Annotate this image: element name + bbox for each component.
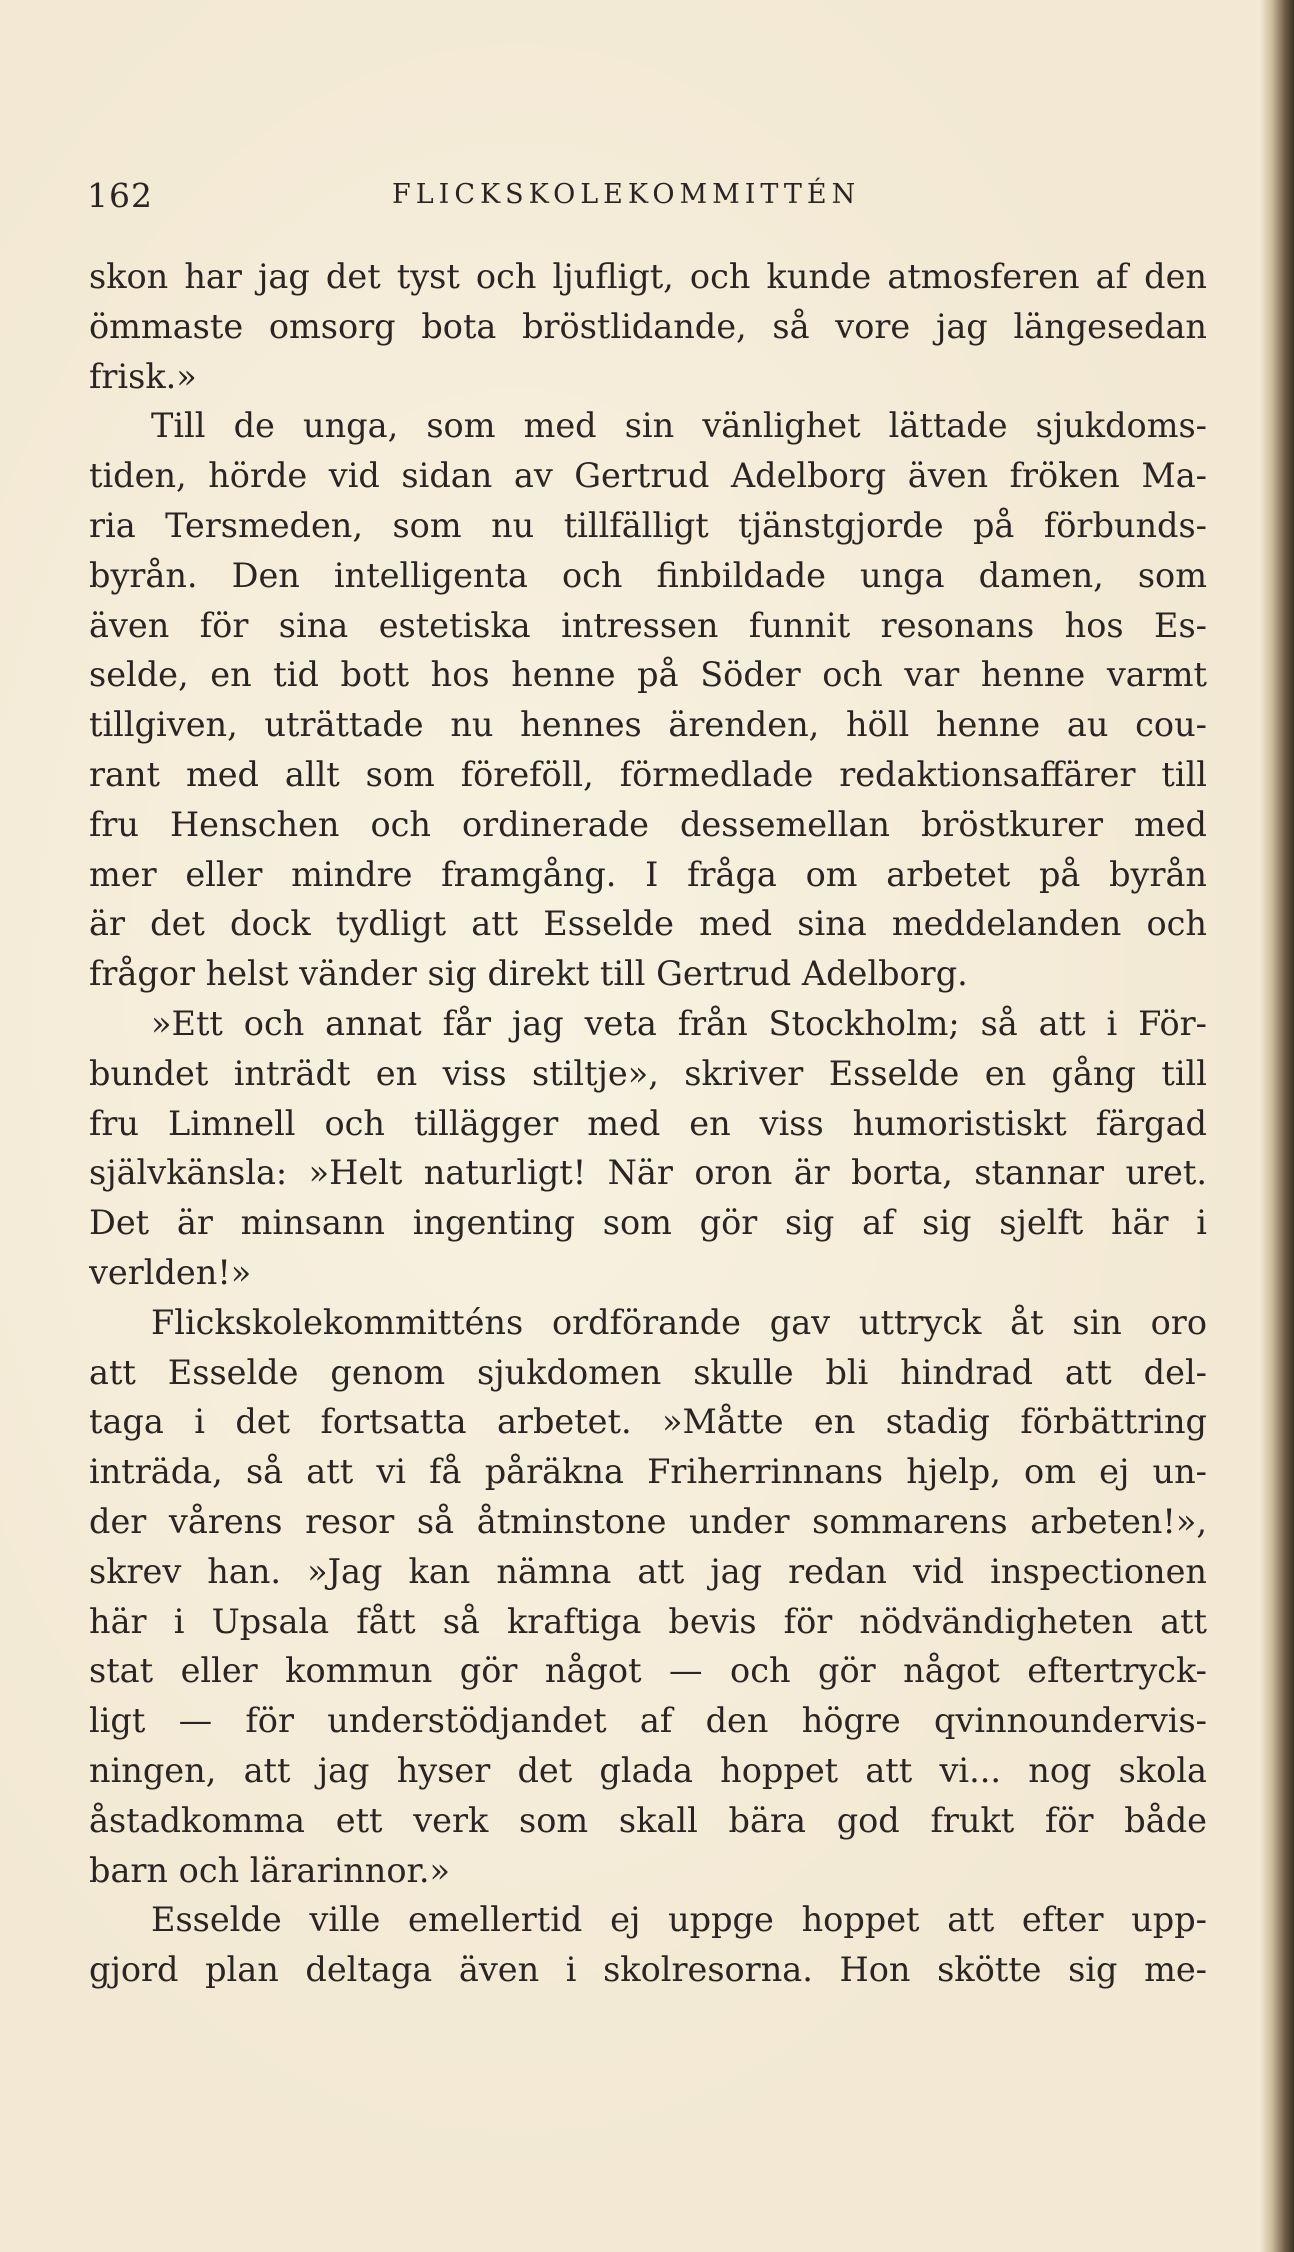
text-line: är det dock tydligt att Esselde med sina meddelanden och (89, 904, 1207, 944)
text-line: fru Limnell och tillägger med en viss humoristiskt färgad (89, 1103, 1207, 1143)
text-line: frisk.» (89, 356, 197, 396)
page-number: 162 (87, 176, 153, 215)
page-edge-shadow (1260, 0, 1294, 2252)
text-line: skrev han. »Jag kan nämna att jag redan vid inspectionen (89, 1551, 1207, 1591)
text-line: Esselde ville emellertid ej uppge hoppet att efter upp- (151, 1900, 1207, 1940)
text-line: ria Tersmeden, som nu tillfälligt tjänstgjorde på förbunds- (89, 505, 1207, 545)
text-line: barn och lärarinnor.» (89, 1850, 451, 1890)
text-line: här i Upsala fått så kraftiga bevis för nödvändigheten att (89, 1601, 1207, 1641)
text-line: tiden, hörde vid sidan av Gertrud Adelborg även fröken Ma- (89, 456, 1207, 496)
text-line: bundet inträdt en viss stiltje», skriver Esselde en gång till (89, 1053, 1207, 1093)
text-line: byrån. Den intelligenta och finbildade unga damen, som (89, 555, 1207, 595)
text-line: rant med allt som föreföll, förmedlade redaktionsaffärer till (89, 754, 1207, 794)
text-line: ömmaste omsorg bota bröstlidande, så vore jag längesedan (89, 306, 1207, 346)
text-line: stat eller kommun gör något — och gör något eftertryck- (89, 1651, 1207, 1691)
text-line: även för sina estetiska intressen funnit resonans hos Es- (89, 605, 1207, 645)
text-line: gjord plan deltaga även i skolresorna. Hon skötte sig me- (89, 1950, 1207, 1990)
text-line: Det är minsann ingenting som gör sig af sig sjelft här i (89, 1203, 1207, 1243)
text-line: verlden!» (89, 1252, 252, 1292)
text-line: selde, en tid bott hos henne på Söder och var henne varmt (89, 655, 1207, 695)
text-line: »Ett och annat får jag veta från Stockholm; så att i För- (151, 1003, 1207, 1043)
text-line: frågor helst vänder sig direkt till Gertrud Adelborg. (89, 954, 968, 994)
text-line: fru Henschen och ordinerade dessemellan bröstkurer med (89, 804, 1207, 844)
text-line: mer eller mindre framgång. I fråga om arbetet på byrån (89, 854, 1207, 894)
running-title: FLICKSKOLEKOMMITTÉN (392, 179, 861, 210)
text-line: ningen, att jag hyser det glada hoppet att vi... nog skola (89, 1750, 1207, 1790)
text-line: taga i det fortsatta arbetet. »Måtte en stadig förbättring (89, 1402, 1207, 1442)
text-line: der vårens resor så åtminstone under sommarens arbeten!», (89, 1501, 1207, 1541)
text-line: åstadkomma ett verk som skall bära god frukt för både (89, 1800, 1207, 1840)
text-line: att Esselde genom sjukdomen skulle bli hindrad att del- (89, 1352, 1207, 1392)
text-line: ligt — för understödjandet af den högre qvinnoundervis- (89, 1701, 1207, 1741)
text-line: självkänsla: »Helt naturligt! När oron är borta, stannar uret. (89, 1153, 1207, 1193)
text-line: Till de unga, som med sin vänlighet lättade sjukdoms- (151, 406, 1207, 446)
body-text (89, 252, 1207, 1995)
text-line: skon har jag det tyst och ljufligt, och kunde atmosferen af den (89, 257, 1207, 296)
text-line: tillgiven, uträttade nu hennes ärenden, höll henne au cou- (89, 705, 1207, 745)
text-line: Flickskolekommitténs ordförande gav uttryck åt sin oro (151, 1302, 1207, 1342)
text-line: inträda, så att vi få påräkna Friherrinnans hjelp, om ej un- (89, 1452, 1207, 1492)
page-header (87, 176, 1207, 218)
